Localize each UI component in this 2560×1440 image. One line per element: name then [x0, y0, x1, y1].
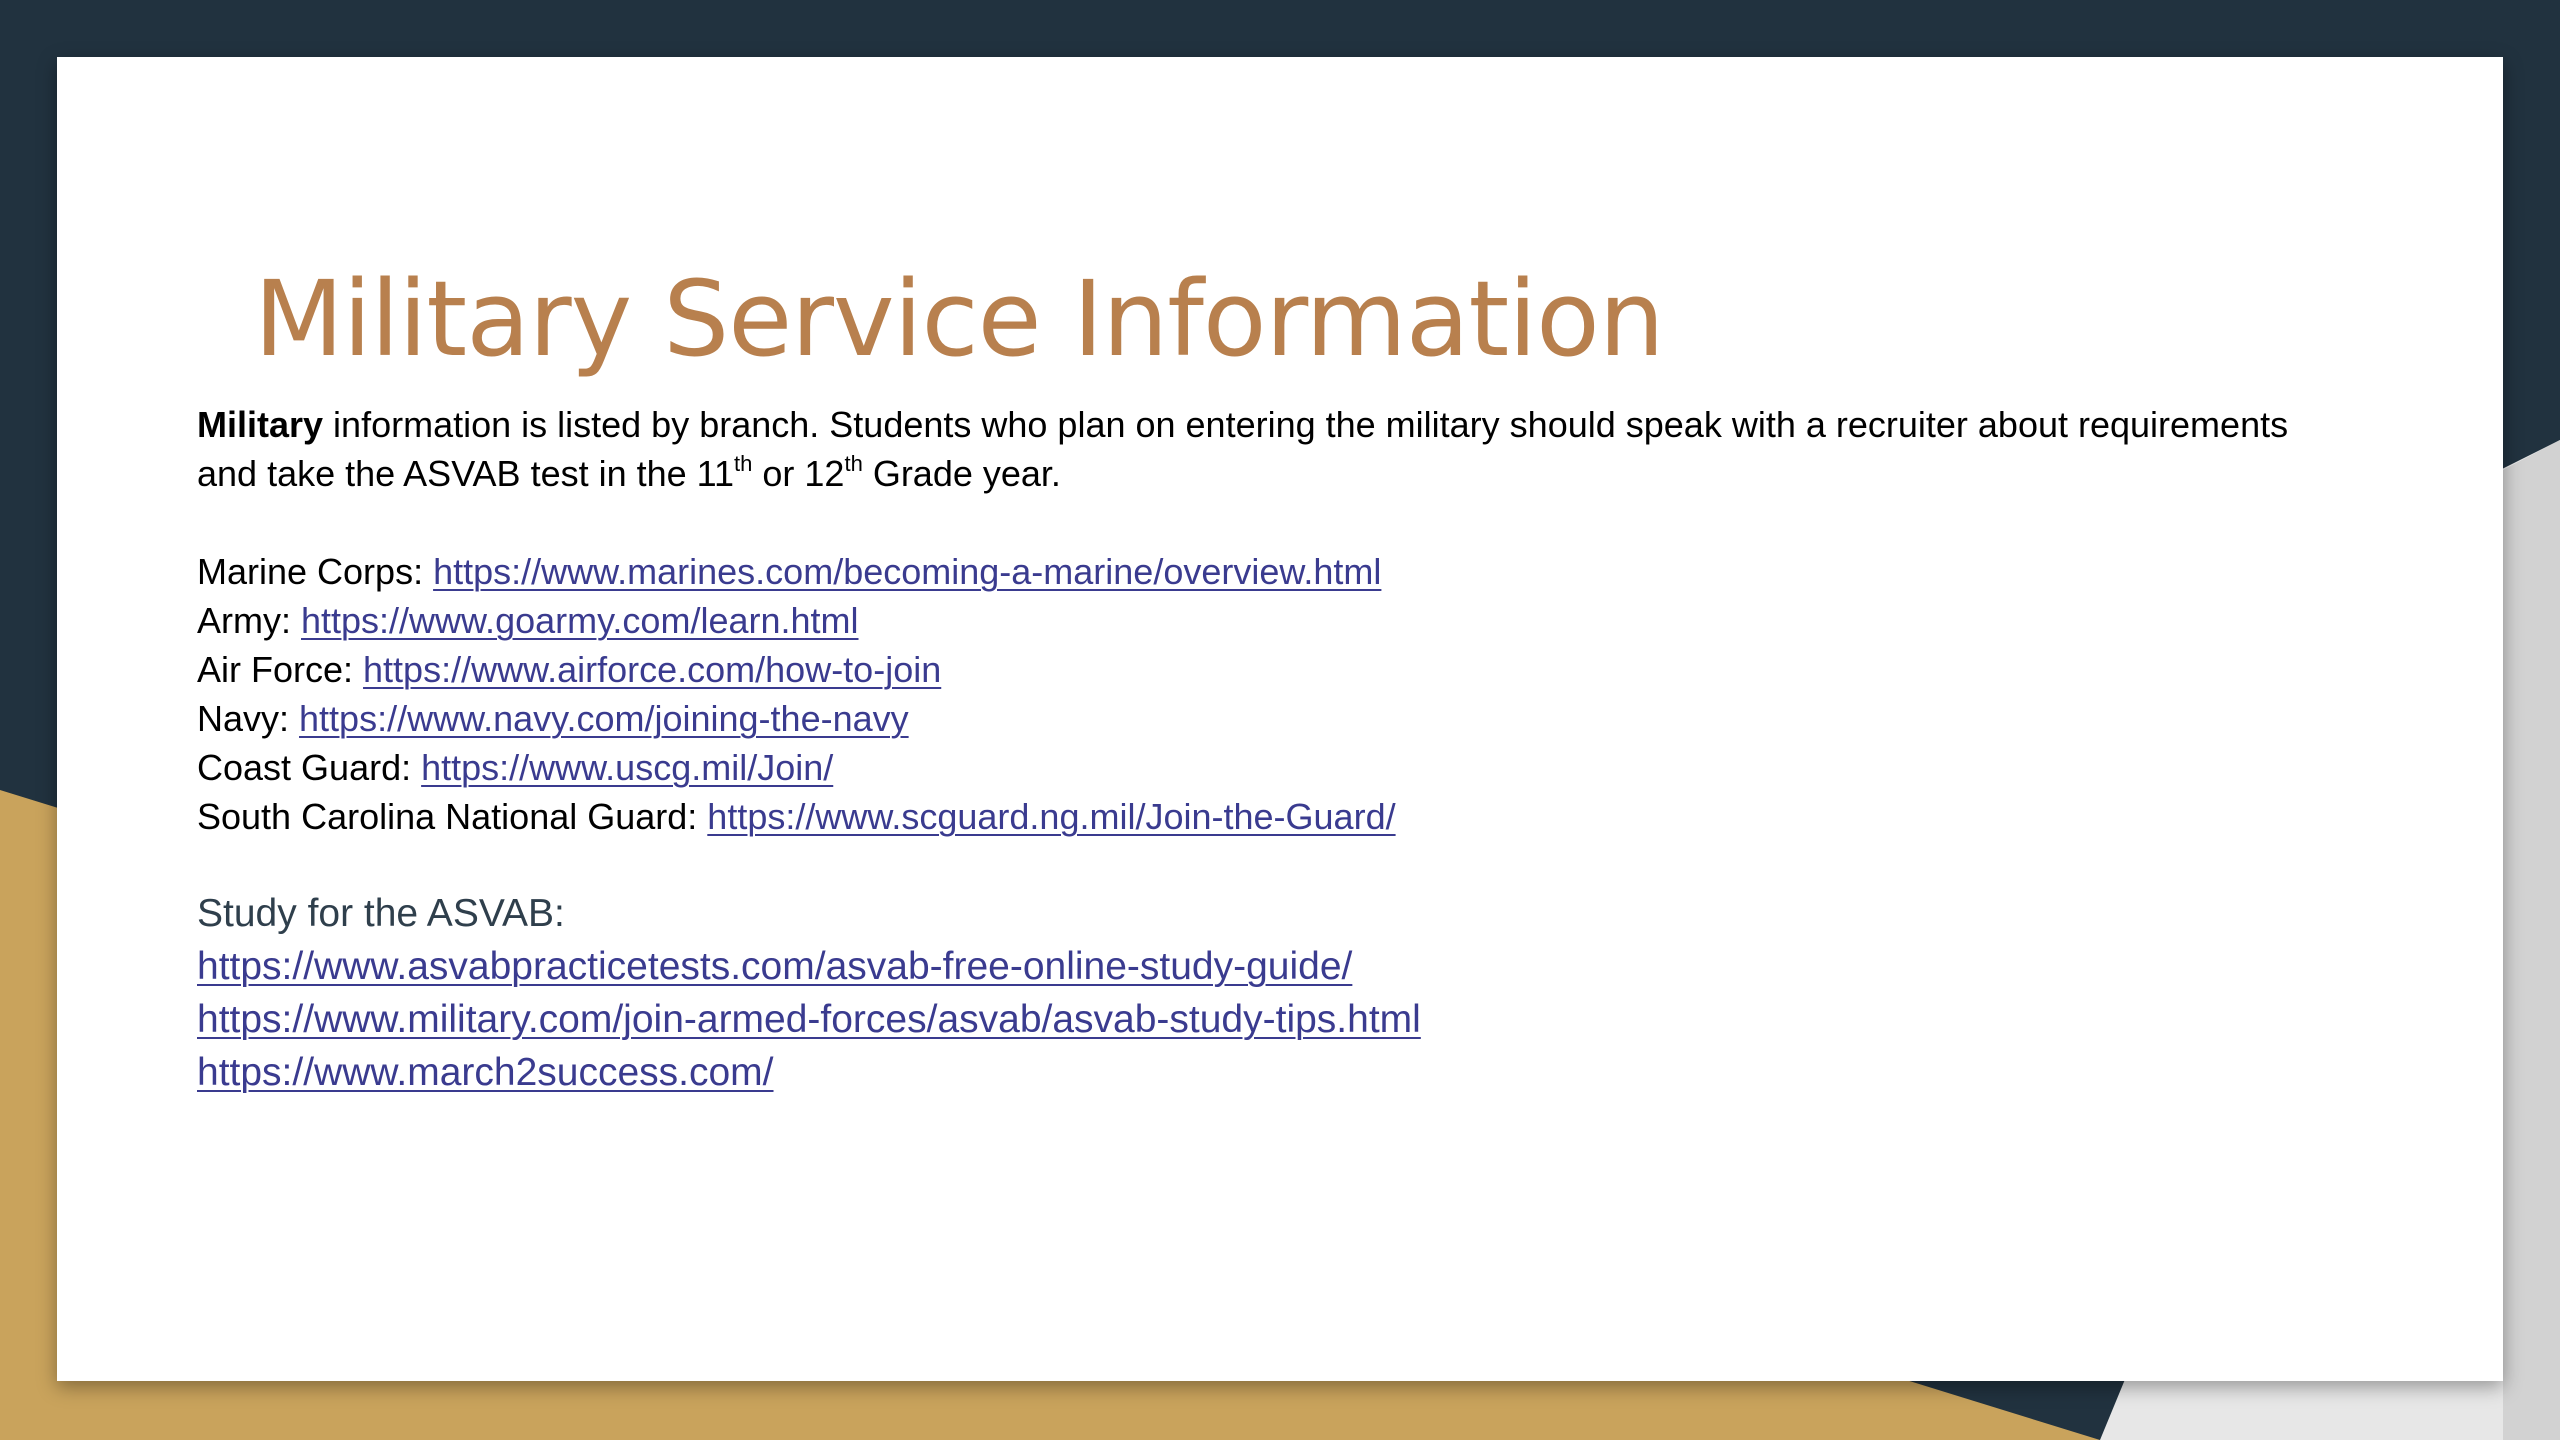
- intro-text-part3: Grade year.: [862, 453, 1061, 494]
- intro-bold-word: Military: [197, 404, 324, 445]
- branch-list: [197, 547, 2297, 841]
- asvab-practice-tests-link[interactable]: https://www.asvabpracticetests.com/asvab-free-online-study-guide/: [197, 945, 1353, 988]
- gray-edge-shape: [2503, 440, 2560, 1440]
- study-link-row: [197, 1046, 2297, 1099]
- marine-corps-link[interactable]: https://www.marines.com/becoming-a-marine/overview.html: [433, 551, 1382, 592]
- branch-label: Air Force:: [197, 649, 364, 690]
- intro-paragraph: [197, 400, 2297, 498]
- intro-superscript-2: th: [844, 451, 863, 476]
- branch-label: Army:: [197, 600, 301, 641]
- study-heading: Study for the ASVAB:: [197, 892, 565, 935]
- branch-label: South Carolina National Guard:: [197, 796, 708, 837]
- army-link[interactable]: https://www.goarmy.com/learn.html: [301, 600, 859, 641]
- slide-title: Military Service Information: [254, 258, 1664, 380]
- branch-label: Navy:: [197, 698, 300, 739]
- slide-body: [197, 400, 2297, 1099]
- branch-label: Coast Guard:: [197, 747, 422, 788]
- intro-text-part1: information is listed by branch. Students who plan on entering the military should speak with a recruiter about requirements and take the ASVAB test in the 11: [197, 404, 2289, 494]
- branch-row-air-force: [197, 645, 2297, 694]
- march2success-link[interactable]: https://www.march2success.com/: [197, 1051, 774, 1094]
- intro-superscript-1: th: [734, 451, 753, 476]
- coast-guard-link[interactable]: https://www.uscg.mil/Join/: [421, 747, 834, 788]
- branch-label: Marine Corps:: [197, 551, 434, 592]
- study-link-row: [197, 940, 2297, 993]
- branch-row-army: [197, 596, 2297, 645]
- navy-link[interactable]: https://www.navy.com/joining-the-navy: [299, 698, 909, 739]
- intro-text-part2: or 12: [752, 453, 845, 494]
- branch-row-sc-national-guard: [197, 792, 2297, 841]
- branch-row-coast-guard: [197, 743, 2297, 792]
- air-force-link[interactable]: https://www.airforce.com/how-to-join: [363, 649, 942, 690]
- study-link-row: [197, 993, 2297, 1046]
- branch-row-marine-corps: [197, 547, 2297, 596]
- study-section: [197, 887, 2297, 1099]
- military-com-study-tips-link[interactable]: https://www.military.com/join-armed-forces/asvab/asvab-study-tips.html: [197, 998, 1421, 1041]
- branch-row-navy: [197, 694, 2297, 743]
- sc-national-guard-link[interactable]: https://www.scguard.ng.mil/Join-the-Guard/: [707, 796, 1396, 837]
